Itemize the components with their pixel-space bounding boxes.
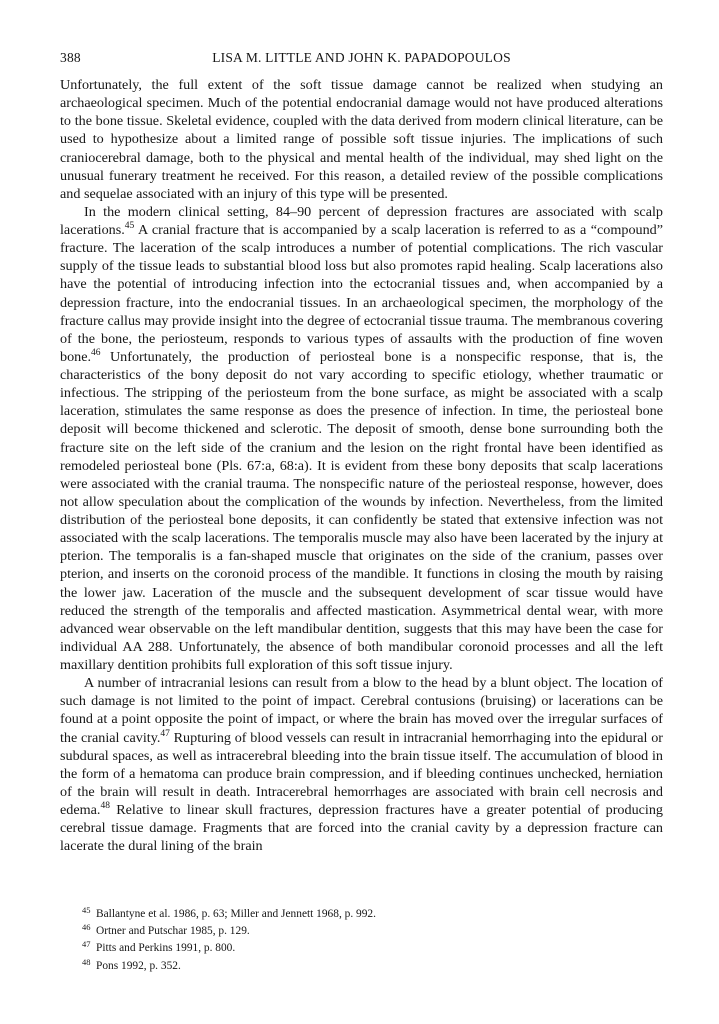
- footnote: 47 Pitts and Perkins 1991, p. 800.: [82, 939, 236, 955]
- text-run: In the modern clinical setting, 84–90 percent of depression fractures are associated with scalp lacerations.: [60, 203, 663, 238]
- footnote-text: Pons 1992, p. 352.: [96, 959, 181, 972]
- text-run: Rupturing of blood vessels can result in intracranial hemorrhaging into the epidural or subdural spaces, as well as intracerebral bleeding into the brain tissue itself. The accumulation of blood in the form of a hematoma can produce brain compression, and if bleeding continues unchecked, herniation of the brain will result in death. Intracerebral hemorrhages are associated with brain cell necrosis and edema.: [60, 729, 663, 818]
- footnote: 46 Ortner and Putschar 1985, p. 129.: [82, 922, 250, 938]
- running-head: LISA M. LITTLE AND JOHN K. PAPADOPOULOS: [212, 50, 511, 65]
- footnote: 45 Ballantyne et al. 1986, p. 63; Miller and Jennett 1968, p. 992.: [82, 905, 376, 920]
- footnote-reference[interactable]: 48: [100, 801, 110, 811]
- footnote-text: Ballantyne et al. 1986, p. 63; Miller and Jennett 1968, p. 992.: [96, 908, 376, 920]
- text-run: Relative to linear skull fractures, depression fractures have a greater potential of producing cerebral tissue damage. Fragments that are forced into the cranial cavity by a depression fracture can lacerate the dural lining of the brain: [60, 802, 663, 855]
- paragraph: [60, 674, 663, 855]
- footnote-reference[interactable]: 46: [91, 347, 101, 358]
- footnotes: [82, 906, 642, 975]
- footnote-text: Pitts and Perkins 1991, p. 800.: [96, 942, 236, 955]
- footnote: 48 Pons 1992, p. 352.: [82, 956, 181, 972]
- paragraph: [60, 76, 663, 203]
- footnote-reference[interactable]: 47: [160, 728, 170, 739]
- text-run: A number of intracranial lesions can result from a blow to the head by a blunt object. The location of such damage is not limited to the point of impact. Cerebral contusions (bruising) or lacerations can be found at a point opposite the point of impact, or where the brain has moved over the irregular surfaces of the cranial cavity.: [60, 675, 663, 746]
- page-header: [60, 50, 663, 70]
- text-run: Unfortunately, the full extent of the soft tissue damage cannot be realized when studying an archaeological specimen. Much of the potential endocranial damage would not have produced alterations to the bone tissue. Skeletal evidence, coupled with the data derived from modern clinical literature, can be used to hypothesize about a limited range of possible soft tissue injuries. The implications of such craniocerebral damage, both to the physical and mental health of the individual, may shed light on the unusual funerary treatment he received. For this reason, a detailed review of the possible complications and sequelae associated with an injury of this type will be presented.: [60, 77, 663, 202]
- text-run: A cranial fracture that is accompanied by a scalp laceration is referred to as a “compound” fracture. The laceration of the scalp introduces a number of potential complications. The rich vascular supply of the tissue leads to substantial blood loss but also promotes rapid healing. Scalp lacerations also have the potential of introducing infection into the ectocranial tissues and, when accompanied by a depression fracture, into the endocranial tissues. In an archaeological specimen, the morphology of the fracture callus may provide insight into the degree of ectocranial tissue trauma. The membranous covering of the bone, the periosteum, responds to various types of assaults with the production of fine woven bone.: [60, 222, 663, 365]
- body-text: [60, 76, 663, 855]
- page-number: 388: [60, 50, 81, 65]
- footnote-text: Ortner and Putschar 1985, p. 129.: [96, 925, 250, 938]
- text-run: Unfortunately, the production of periosteal bone is a nonspecific response, that is, the characteristics of the bony deposit do not vary according to specific etiology, whether traumatic or infectious. The stripping of the periosteum from the bone surface, as might be associated with a scalp laceration, stimulates the same response as does the presence of infection. In time, the periosteal bone deposit will become thickened and sclerotic. The deposit of smooth, dense bone surrounding both the fracture site on the left side of the cranium and the lesion on the right frontal have been identified as remodeled periosteal bone (Pls. 67:a, 68:a). It is evident from these bony deposits that scalp lacerations were associated with the cranial trauma. The nonspecific nature of the periosteal response, however, does not allow speculation about the complication of the wounds by infection. Nevertheless, from the limited distribution of the periosteal bone deposits, it can confidently be stated that extensive infection was not associated with the scalp lacerations. The temporalis muscle may also have been lacerated by the injury at pterion. The temporalis is a fan-shaped muscle that originates on the side of the cranium, passes over pterion, and inserts on the coronoid process of the mandible. It functions in closing the mouth by raising the lower jaw. Laceration of the muscle and the subsequent development of scar tissue would have reduced the strength of the temporalis and affected mastication. Asymmetrical dental wear, with more advanced wear observable on the left mandibular dentition, suggests that this may have been the case for individual AA 288. Unfortunately, the absence of both mandibular coronoid processes and all the left maxillary dentition prohibits full exploration of this soft tissue injury.: [60, 348, 663, 673]
- paragraph: [60, 203, 663, 674]
- footnote-reference[interactable]: 45: [124, 221, 135, 231]
